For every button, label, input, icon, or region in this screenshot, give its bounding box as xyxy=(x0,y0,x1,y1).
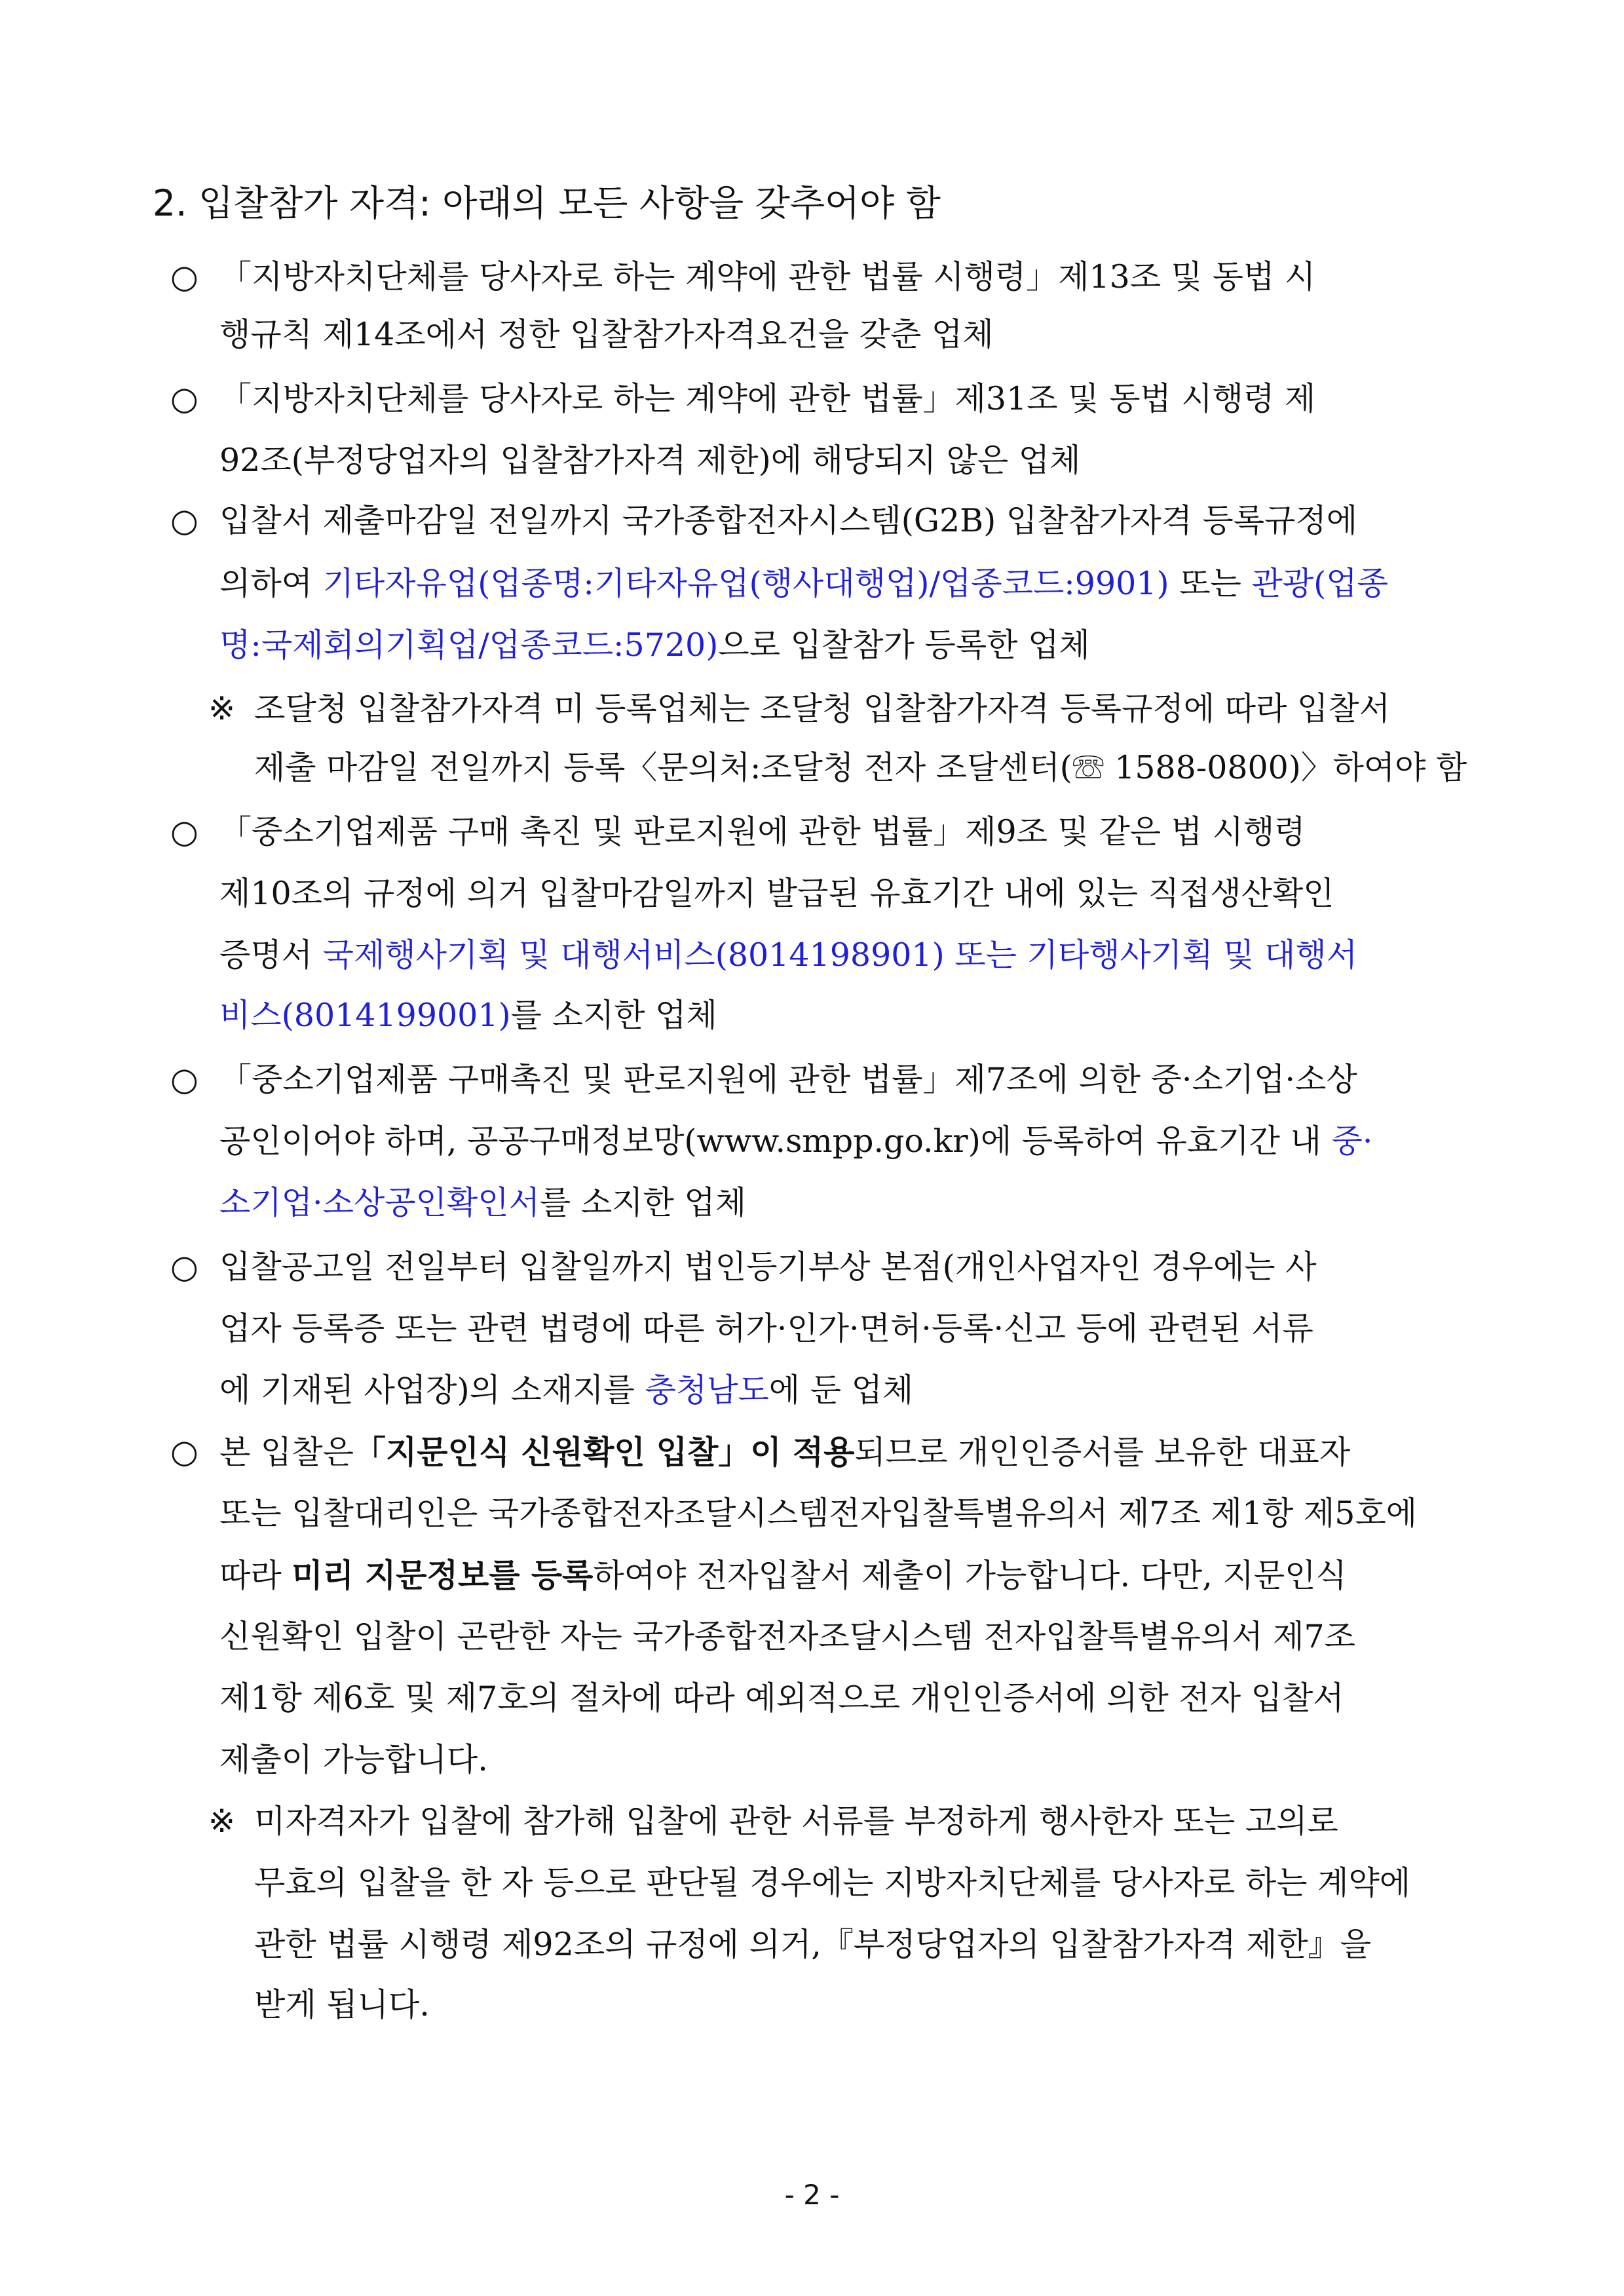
circle-bullet: ○ xyxy=(170,380,198,417)
item-2-line-1: 「지방자치단체를 당사자로 하는 계약에 관한 법률」제31조 및 동법 시행령 제 xyxy=(219,380,1316,417)
note-2-line-2: 무효의 입찰을 한 자 등으로 판단될 경우에는 지방자치단체를 당사자로 하는 계약에 xyxy=(254,1864,1411,1902)
item-7-line-6: 제출이 가능합니다. xyxy=(219,1741,488,1778)
item-6-text: 에 기재된 사업장)의 소재지를 xyxy=(219,1371,645,1409)
item-3-text: 의하여 xyxy=(219,565,323,602)
item-7-line-4: 신원확인 입찰이 곤란한 자는 국가종합전자조달시스템 전자입찰특별유의서 제7조 xyxy=(219,1618,1355,1655)
note-2-line-3: 관한 법률 시행령 제92조의 규정에 의거,『부정당업자의 입찰참가자격 제한』을 xyxy=(254,1926,1371,1963)
item-6-line-2: 업자 등록증 또는 관련 법령에 따른 허가·인가·면허·등록·신고 등에 관련된 서류 xyxy=(219,1310,1313,1347)
item-6-line-3 xyxy=(219,1359,913,1422)
item-6-line-1: 입찰공고일 전일부터 입찰일까지 법인등기부상 본점(개인사업자인 경우에는 사 xyxy=(219,1248,1317,1286)
item-6-text: 에 둔 업체 xyxy=(768,1371,914,1409)
item-7-text: 되므로 개인인증서를 보유한 대표자 xyxy=(854,1434,1351,1471)
item-7-line-1 xyxy=(219,1421,1350,1483)
business-type-highlight: 명:국제회의기획업/업종코드:5720) xyxy=(219,626,719,664)
sme-certificate-highlight: 소기업·소상공인확인서 xyxy=(219,1184,540,1221)
item-3-line-3 xyxy=(219,614,1090,677)
sme-certificate-highlight: 중· xyxy=(1331,1122,1373,1160)
item-4-line-2: 제10조의 규정에 의거 입찰마감일까지 발급된 유효기간 내에 있는 직접생산확인 xyxy=(219,875,1334,912)
circle-bullet: ○ xyxy=(170,1433,198,1470)
note-2-line-1: 미자격자가 입찰에 참가해 입찰에 관한 서류를 부정하게 행사한자 또는 고의로 xyxy=(254,1803,1338,1840)
certificate-highlight: 비스(8014199001) xyxy=(219,997,511,1034)
item-3-line-2 xyxy=(219,552,1388,615)
note-1-line-1: 조달청 입찰참가자격 미 등록업체는 조달청 입찰참가자격 등록규정에 따라 입찰서 xyxy=(254,690,1390,727)
item-7-line-3 xyxy=(219,1544,1347,1607)
circle-bullet: ○ xyxy=(170,1061,198,1098)
note-mark: ※ xyxy=(208,1803,236,1840)
item-4-line-4 xyxy=(219,984,717,1047)
item-3-line-1: 입찰서 제출마감일 전일까지 국가종합전자시스템(G2B) 입찰참가자격 등록규정에 xyxy=(219,502,1358,539)
region-highlight: 충청남도 xyxy=(645,1371,769,1409)
item-3-text: 으로 입찰참가 등록한 업체 xyxy=(718,626,1090,664)
item-4-line-3 xyxy=(219,924,1357,987)
item-3-text: 또는 xyxy=(1169,565,1252,602)
item-7-line-2: 또는 입찰대리인은 국가종합전자조달시스템전자입찰특별유의서 제7조 제1항 제5호에 xyxy=(219,1495,1418,1532)
page-number: - 2 - xyxy=(784,2179,840,2211)
fingerprint-bid-emphasis: 「지문인식 신원확인 입찰」이 적용 xyxy=(353,1433,855,1471)
circle-bullet: ○ xyxy=(170,813,198,851)
item-7-text: 따라 xyxy=(219,1557,292,1594)
item-4-text: 를 소지한 업체 xyxy=(510,997,717,1034)
fingerprint-registration-emphasis: 미리 지문정보를 등록 xyxy=(292,1556,594,1594)
section-heading: 2. 입찰참가 자격: 아래의 모든 사항을 갖추어야 함 xyxy=(153,182,941,224)
circle-bullet: ○ xyxy=(170,502,198,539)
circle-bullet: ○ xyxy=(170,1248,198,1286)
item-7-text: 하여야 전자입찰서 제출이 가능합니다. 다만, 지문인식 xyxy=(593,1557,1347,1594)
item-7-text: 본 입찰은 xyxy=(219,1434,354,1471)
item-7-line-5: 제1항 제6호 및 제7호의 절차에 따라 예외적으로 개인인증서에 의한 전자 입찰서 xyxy=(219,1679,1344,1717)
business-type-highlight: 기타자유업(업종명:기타자유업(행사대행업)/업종코드:9901) xyxy=(322,565,1169,602)
item-5-text: 공인이어야 하며, 공공구매정보망(www.smpp.go.kr)에 등록하여 유효기간 내 xyxy=(219,1122,1332,1160)
item-5-line-2 xyxy=(219,1110,1372,1173)
note-mark: ※ xyxy=(208,690,236,727)
item-4-text: 증명서 xyxy=(219,936,323,974)
item-5-text: 를 소지한 업체 xyxy=(539,1184,747,1221)
item-4-line-1: 「중소기업제품 구매 촉진 및 판로지원에 관한 법률」제9조 및 같은 법 시행령 xyxy=(219,813,1306,851)
circle-bullet: ○ xyxy=(170,258,198,296)
item-2-line-2: 92조(부정당업자의 입찰참가자격 제한)에 해당되지 않은 업체 xyxy=(219,442,1081,479)
item-1-line-2: 행규칙 제14조에서 정한 입찰참가자격요건을 갖춘 업체 xyxy=(219,316,994,353)
item-1-line-1: 「지방자치단체를 당사자로 하는 계약에 관한 법률 시행령」제13조 및 동법 시 xyxy=(219,258,1316,296)
note-1-line-2: 제출 마감일 전일까지 등록〈문의처:조달청 전자 조달센터(☏ 1588-0800)〉하여야 함 xyxy=(254,749,1467,786)
note-2-line-4: 받게 됩니다. xyxy=(254,1986,430,2023)
business-type-highlight: 관광(업종 xyxy=(1251,565,1388,602)
item-5-line-1: 「중소기업제품 구매촉진 및 판로지원에 관한 법률」제7조에 의한 중·소기업·소상 xyxy=(219,1061,1357,1098)
certificate-highlight: 국제행사기획 및 대행서비스(8014198901) 또는 기타행사기획 및 대행서 xyxy=(322,936,1358,974)
item-5-line-3 xyxy=(219,1172,746,1234)
